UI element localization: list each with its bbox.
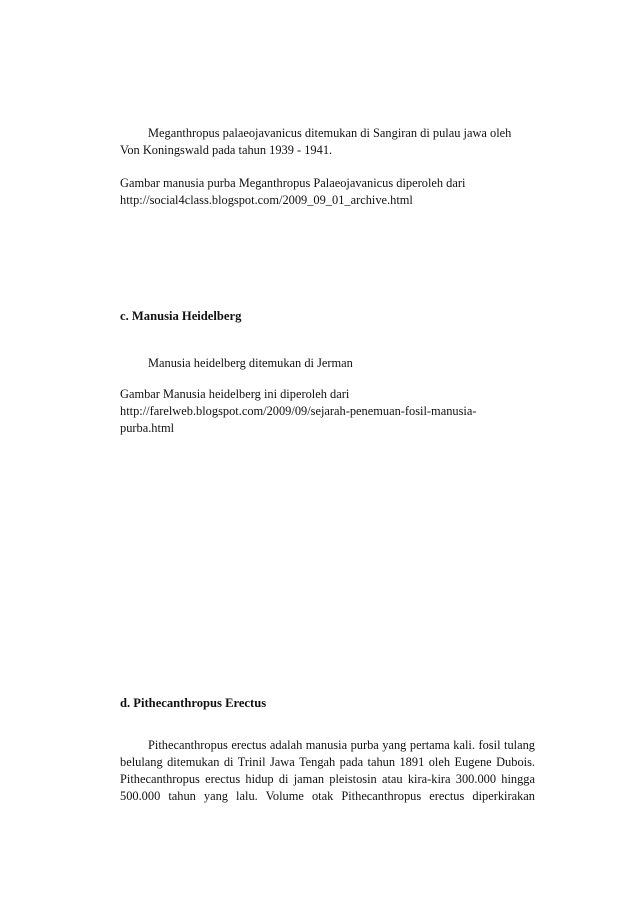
pithecanthropus-line-2: belulang ditemukan di Trinil Jawa Tengah pada tahun 1891 oleh Eugene Dubois. bbox=[120, 755, 535, 769]
meganthropus-text-line-1: Meganthropus palaeojavanicus ditemukan di Sangiran di pulau jawa oleh bbox=[148, 126, 512, 140]
meganthropus-caption-line-1: Gambar manusia purba Meganthropus Palaeojavanicus diperoleh dari bbox=[120, 176, 466, 190]
pithecanthropus-line-3: Pithecanthropus erectus hidup di jaman pleistosin atau kira-kira 300.000 hingga bbox=[120, 772, 535, 786]
heidelberg-text: Manusia heidelberg ditemukan di Jerman bbox=[148, 356, 353, 370]
heidelberg-caption-line-1: Gambar Manusia heidelberg ini diperoleh dari bbox=[120, 387, 350, 401]
pithecanthropus-line-1: Pithecanthropus erectus adalah manusia purba yang pertama kali. fosil tulang bbox=[148, 738, 535, 752]
heidelberg-caption-link-line-1: http://farelweb.blogspot.com/2009/09/sejarah-penemuan-fosil-manusia- bbox=[120, 404, 477, 418]
meganthropus-text-line-2: Von Koningswald pada tahun 1939 - 1941. bbox=[120, 143, 333, 157]
pithecanthropus-heading: d. Pithecanthropus Erectus bbox=[120, 696, 267, 710]
heidelberg-heading: c. Manusia Heidelberg bbox=[120, 309, 242, 323]
pithecanthropus-line-4: 500.000 tahun yang lalu. Volume otak Pithecanthropus erectus diperkirakan bbox=[120, 789, 535, 803]
meganthropus-caption-link: http://social4class.blogspot.com/2009_09_01_archive.html bbox=[120, 193, 413, 207]
pithecanthropus-paragraph bbox=[120, 737, 535, 805]
heidelberg-caption-link-line-2: purba.html bbox=[120, 421, 175, 435]
